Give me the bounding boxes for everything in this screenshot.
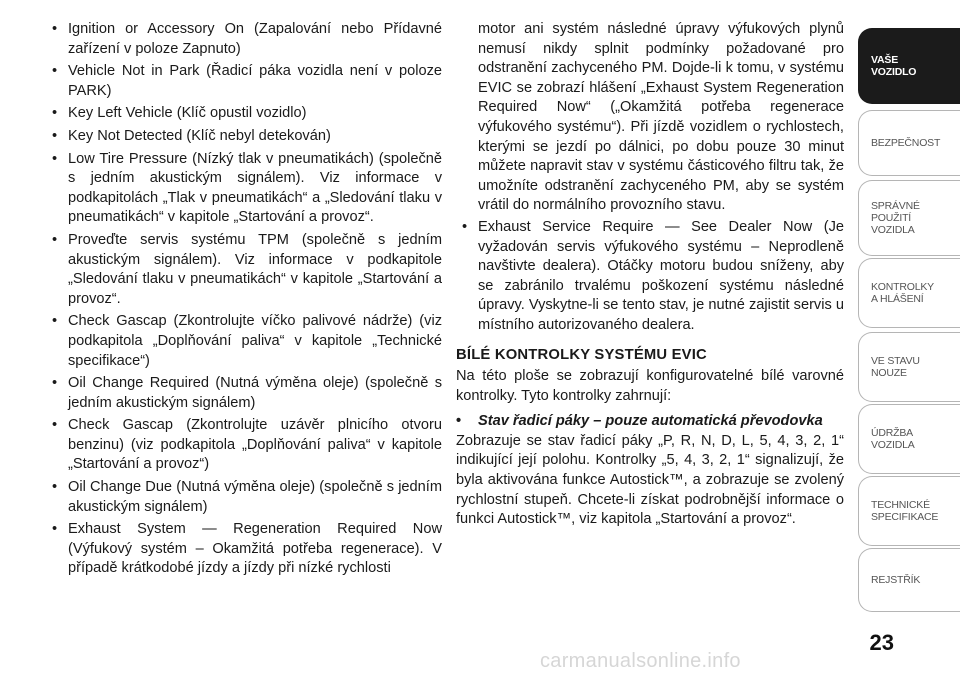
left-column [46,20,442,582]
list-item: • Low Tire Pressure (Nízký tlak v pneumatikách) (společně s jedním akustickým signálem). Viz informace v podkapitolách „Tlak v pneumatikách“ a „Sledování tlaku v pneumatikách“ v kapitole „Startování a provoz“. [46,150,442,228]
tab-technicke-specifikace[interactable] [858,476,960,546]
list-item: • Check Gascap (Zkontrolujte víčko palivové nádrže) (viz podkapitola „Doplňování paliva“ v kapitole „Technické specifikace“) [46,312,442,371]
list-item: • Key Left Vehicle (Klíč opustil vozidlo) [46,104,442,124]
warning-message-list [46,20,442,579]
tab-vase-vozidlo[interactable] [858,28,960,104]
tab-ve-stavu-nouze[interactable] [858,332,960,402]
tab-kontrolky[interactable] [858,258,960,328]
tab-label: ÚDRŽBA VOZIDLA [871,427,915,451]
service-message-list [456,218,844,336]
tab-label: REJSTŘÍK [871,574,921,586]
tab-bezpecnost[interactable] [858,110,960,176]
tab-label: KONTROLKY A HLÁŠENÍ [871,281,934,305]
list-item: • Exhaust System — Regeneration Required Now (Výfukový systém – Okamžitá potřeba regenerace). V případě krátkodobé jízdy a jízdy při nízké rychlosti [46,520,442,579]
tab-rejstrik[interactable] [858,548,960,612]
list-item: • Exhaust Service Require — See Dealer Now (Je vyžadován servis výfukového systému – Neprodleně navštivte dealera). Otáčky motoru budou sníženy, aby se zabránilo trvalému poškození systému následné úpravy. Vyskytne-li se tento stav, je nutné zajistit servis u místního autorizovaného dealera. [456,218,844,336]
tab-udrzba[interactable] [858,404,960,474]
page-number: 23 [869,630,894,655]
chapter-tabs [858,0,960,678]
tab-label: VAŠE VOZIDLO [871,54,917,78]
section-heading: BÍLÉ KONTROLKY SYSTÉMU EVIC [456,346,707,363]
list-item: • Key Not Detected (Klíč nebyl detekován) [46,127,442,147]
tab-label: TECHNICKÉ SPECIFIKACE [871,499,939,523]
tab-spravne-pouziti[interactable] [858,180,960,256]
list-item: • Vehicle Not in Park (Řadicí páka vozidla není v poloze PARK) [46,62,442,101]
list-item: • Oil Change Due (Nutná výměna oleje) (společně s jedním akustickým signálem) [46,478,442,517]
body-paragraph: Zobrazuje se stav řadicí páky „P, R, N, D, L, 5, 4, 3, 2, 1“ indikující její polohu. Kontrolky „5, 4, 3, 2, 1“ signalizují, že byla aktivována funkce Autostick™, a zobrazuje se zvolený rychlostní stupeň. Chcete-li získat podrobnější informace o funkci Autostick™, viz kapitola „Startování a provoz“. [456,432,844,528]
list-item: • Oil Change Required (Nutná výměna oleje) (společně s jedním akustickým signálem) [46,374,442,413]
list-item: • Ignition or Accessory On (Zapalování nebo Přídavné zařízení v poloze Zapnuto) [46,20,442,59]
intro-paragraph: Na této ploše se zobrazují konfigurovatelné bílé varovné kontrolky. Tyto kontrolky zahrnují: [456,368,844,404]
continued-paragraph: motor ani systém následné úpravy výfukových plynů nemusí nikdy splnit podmínky požadované pro odstranění zachyceného PM. Dojde-li k tomu, v systému EVIC se zobrazí hlášení „Exhaust System Regeneration Required Now“ („Okamžitá potřeba regenerace výfukového systému“). Při jízdě vozidlem o rychlostech, kterými se jezdí po dálnici, po dobu pouze 30 minut můžete napravit stav v systému částicového filtru tak, že umožníte odstranění zachyceného PM, aby se systém vrátil do normálního provozního stavu. [478,21,844,214]
list-item: • Check Gascap (Zkontrolujte uzávěr plnicího otvoru benzinu) (viz podkapitola „Doplňování paliva“ v kapitole „Startování a provoz“) [46,416,442,475]
watermark: carmanualsonline.info [540,650,741,672]
tab-label: SPRÁVNÉ POUŽITÍ VOZIDLA [871,200,920,236]
list-item: • Proveďte servis systému TPM (společně s jedním akustickým signálem). Viz informace v podkapitole „Sledování tlaku v pneumatikách“ v kapitole „Startování a provoz“. [46,231,442,309]
tab-label: BEZPEČNOST [871,137,941,149]
subsection-heading: • Stav řadicí páky – pouze automatická převodovka [456,412,844,432]
right-column [456,20,844,536]
tab-label: VE STAVU NOUZE [871,355,920,379]
